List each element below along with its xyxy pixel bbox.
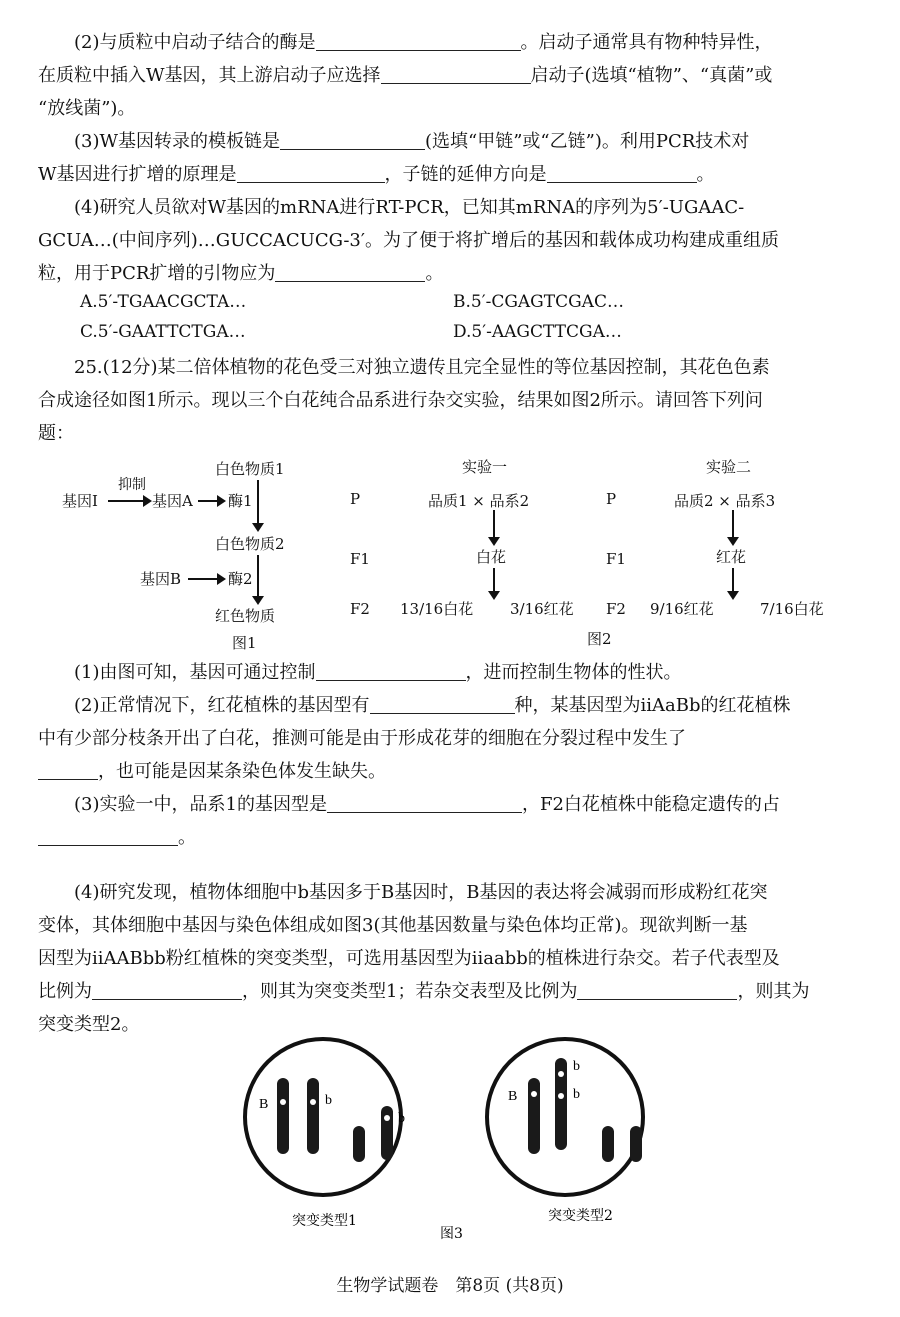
gene-a: 基因A: [152, 492, 193, 510]
experiment-1-parents: 品质1 × 品系2: [428, 492, 530, 510]
gene-big-b-label: B: [259, 1097, 269, 1112]
experiment-2-title: 实验二: [706, 458, 752, 476]
q25-4-paragraph: (4)研究发现，植物体细胞中b基因多于B基因时，B基因的表达将会减弱而形成粉红花突 变体，其体细胞中基因与染色体组成如图3(其他基因数量与染色体均正常)。现欲判断一基 因型为iiAABbb粉红植株的突变类型，可选用基因型为iiaabb的植株进行杂交。若子代表型及 比例为 ，则其为突变类型1；若杂交表型及比例为 ，则其为 突变类型2。: [38, 882, 810, 1035]
answer-blank[interactable]: [547, 164, 697, 183]
p-generation-label: P: [350, 490, 361, 508]
answer-blank[interactable]: [577, 981, 737, 1000]
figure-2-caption: 图2: [587, 630, 612, 648]
gene-small-b-label: b: [325, 1093, 332, 1108]
experiment-2-f1: 红花: [716, 548, 747, 566]
red-substance: 红色物质: [215, 607, 276, 625]
down-arrow: [732, 510, 734, 538]
option-b[interactable]: B.5′-CGAGTCGAC…: [453, 292, 624, 312]
gene-b: 基因B: [140, 570, 182, 588]
express-arrow-a: [198, 500, 218, 502]
experiment-2-f2-white: 7/16白花: [760, 600, 824, 618]
down-arrow: [257, 555, 259, 597]
q24-3-paragraph: (3)W基因转录的模板链是 (选填“甲链”或“乙链”)。利用PCR技术对 W基因进行扩增的原理是 ，子链的延伸方向是 。: [38, 131, 750, 185]
figure-3-caption: 图3: [440, 1226, 463, 1242]
down-arrow: [257, 480, 259, 524]
page-footer: 生物学试题卷 第8页 (共8页): [336, 1276, 564, 1296]
chromosome: [277, 1078, 289, 1154]
f1-generation-label: F1: [350, 550, 370, 568]
answer-blank[interactable]: [280, 131, 425, 150]
chromosome: [381, 1106, 393, 1160]
experiment-2-f2-red: 9/16红花: [650, 600, 714, 618]
experiment-1-f2-red: 3/16红花: [510, 600, 574, 618]
gene-small-b-label: b: [573, 1087, 580, 1102]
white-substance-1: 白色物质1: [215, 460, 285, 478]
option-c[interactable]: C.5′-GAATTCTGA…: [80, 322, 246, 342]
answer-blank[interactable]: [316, 32, 521, 51]
experiment-1-f2-white: 13/16白花: [400, 600, 474, 618]
answer-blank[interactable]: [316, 662, 466, 681]
q25-2-paragraph: (2)正常情况下，红花植株的基因型有 种，某基因型为iiAaBb的红花植株 中有少部分枝条开出了白花，推测可能是由于形成花芽的细胞在分裂过程中发生了 ，也可能是因某条染色体发生缺失。: [38, 695, 791, 782]
chromosome: [602, 1126, 614, 1162]
experiment-1-f1: 白花: [476, 548, 507, 566]
gene-big-b-label: B: [508, 1089, 518, 1104]
answer-blank[interactable]: [381, 65, 531, 84]
experiment-2-parents: 品质2 × 品系3: [674, 492, 776, 510]
express-arrow-b: [188, 578, 218, 580]
q25-intro: 25.(12分)某二倍体植物的花色受三对独立遗传且完全显性的等位基因控制，其花色色素 合成途径如图1所示。现以三个白花纯合品系进行杂交实验，结果如图2所示。请回答下列问 题：: [38, 357, 770, 444]
f1-generation-label: F1: [606, 550, 626, 568]
f2-generation-label: F2: [606, 600, 626, 618]
f2-generation-label: F2: [350, 600, 370, 618]
answer-blank[interactable]: [237, 164, 385, 183]
inhibit-label: 抑制: [118, 477, 146, 493]
figure-1-caption: 图1: [232, 634, 257, 652]
chromosome: [353, 1126, 365, 1162]
down-arrow: [493, 568, 495, 592]
q25-1-paragraph: (1)由图可知，基因可通过控制 ，进而控制生物体的性状。: [74, 662, 682, 683]
option-d[interactable]: D.5′-AAGCTTCGA…: [453, 322, 622, 342]
chromosome: [528, 1078, 540, 1154]
chromosome: [307, 1078, 319, 1154]
answer-blank[interactable]: [92, 981, 242, 1000]
option-a[interactable]: A.5′-TGAACGCTA…: [80, 292, 247, 312]
down-arrow: [732, 568, 734, 592]
q24-2-paragraph: (2)与质粒中启动子结合的酶是 。启动子通常具有物种特异性， 在质粒中插入W基因，其上游启动子应选择 启动子(选填“植物”、“真菌”或 “放线菌”)。: [38, 32, 773, 119]
answer-blank[interactable]: [370, 695, 515, 714]
gene-small-b-label: b: [398, 1111, 405, 1126]
q24-4-paragraph: (4)研究人员欲对W基因的mRNA进行RT-PCR，已知其mRNA的序列为5′-UGAAC- GCUA…(中间序列)…GUCCACUCG-3′。为了便于将扩增后的基因和载体成功构建成重组质 粒，用于PCR扩增的引物应为 。: [38, 197, 779, 284]
answer-blank[interactable]: [275, 263, 425, 282]
enzyme-2: 酶2: [228, 570, 253, 588]
p-generation-label: P: [606, 490, 617, 508]
mutation-type-2-label: 突变类型2: [548, 1208, 613, 1224]
answer-blank[interactable]: [38, 761, 98, 780]
figure-3-chromosomes: [0, 1030, 900, 1245]
mutation-type-1-label: 突变类型1: [292, 1213, 357, 1229]
q25-3-paragraph: (3)实验一中，品系1的基因型是 ，F2白花植株中能稳定遗传的占 。: [38, 788, 868, 854]
cell-mutation-type-1: [245, 1039, 401, 1195]
answer-blank[interactable]: [327, 794, 522, 813]
gene-small-b-label: b: [573, 1059, 580, 1074]
chromosome: [630, 1126, 642, 1162]
experiment-1-title: 实验一: [462, 458, 508, 476]
enzyme-1: 酶1: [228, 492, 253, 510]
white-substance-2: 白色物质2: [215, 535, 285, 553]
answer-blank[interactable]: [38, 827, 178, 846]
inhibit-arrow: [108, 500, 144, 502]
down-arrow: [493, 510, 495, 538]
gene-i: 基因Ⅰ: [62, 492, 98, 510]
